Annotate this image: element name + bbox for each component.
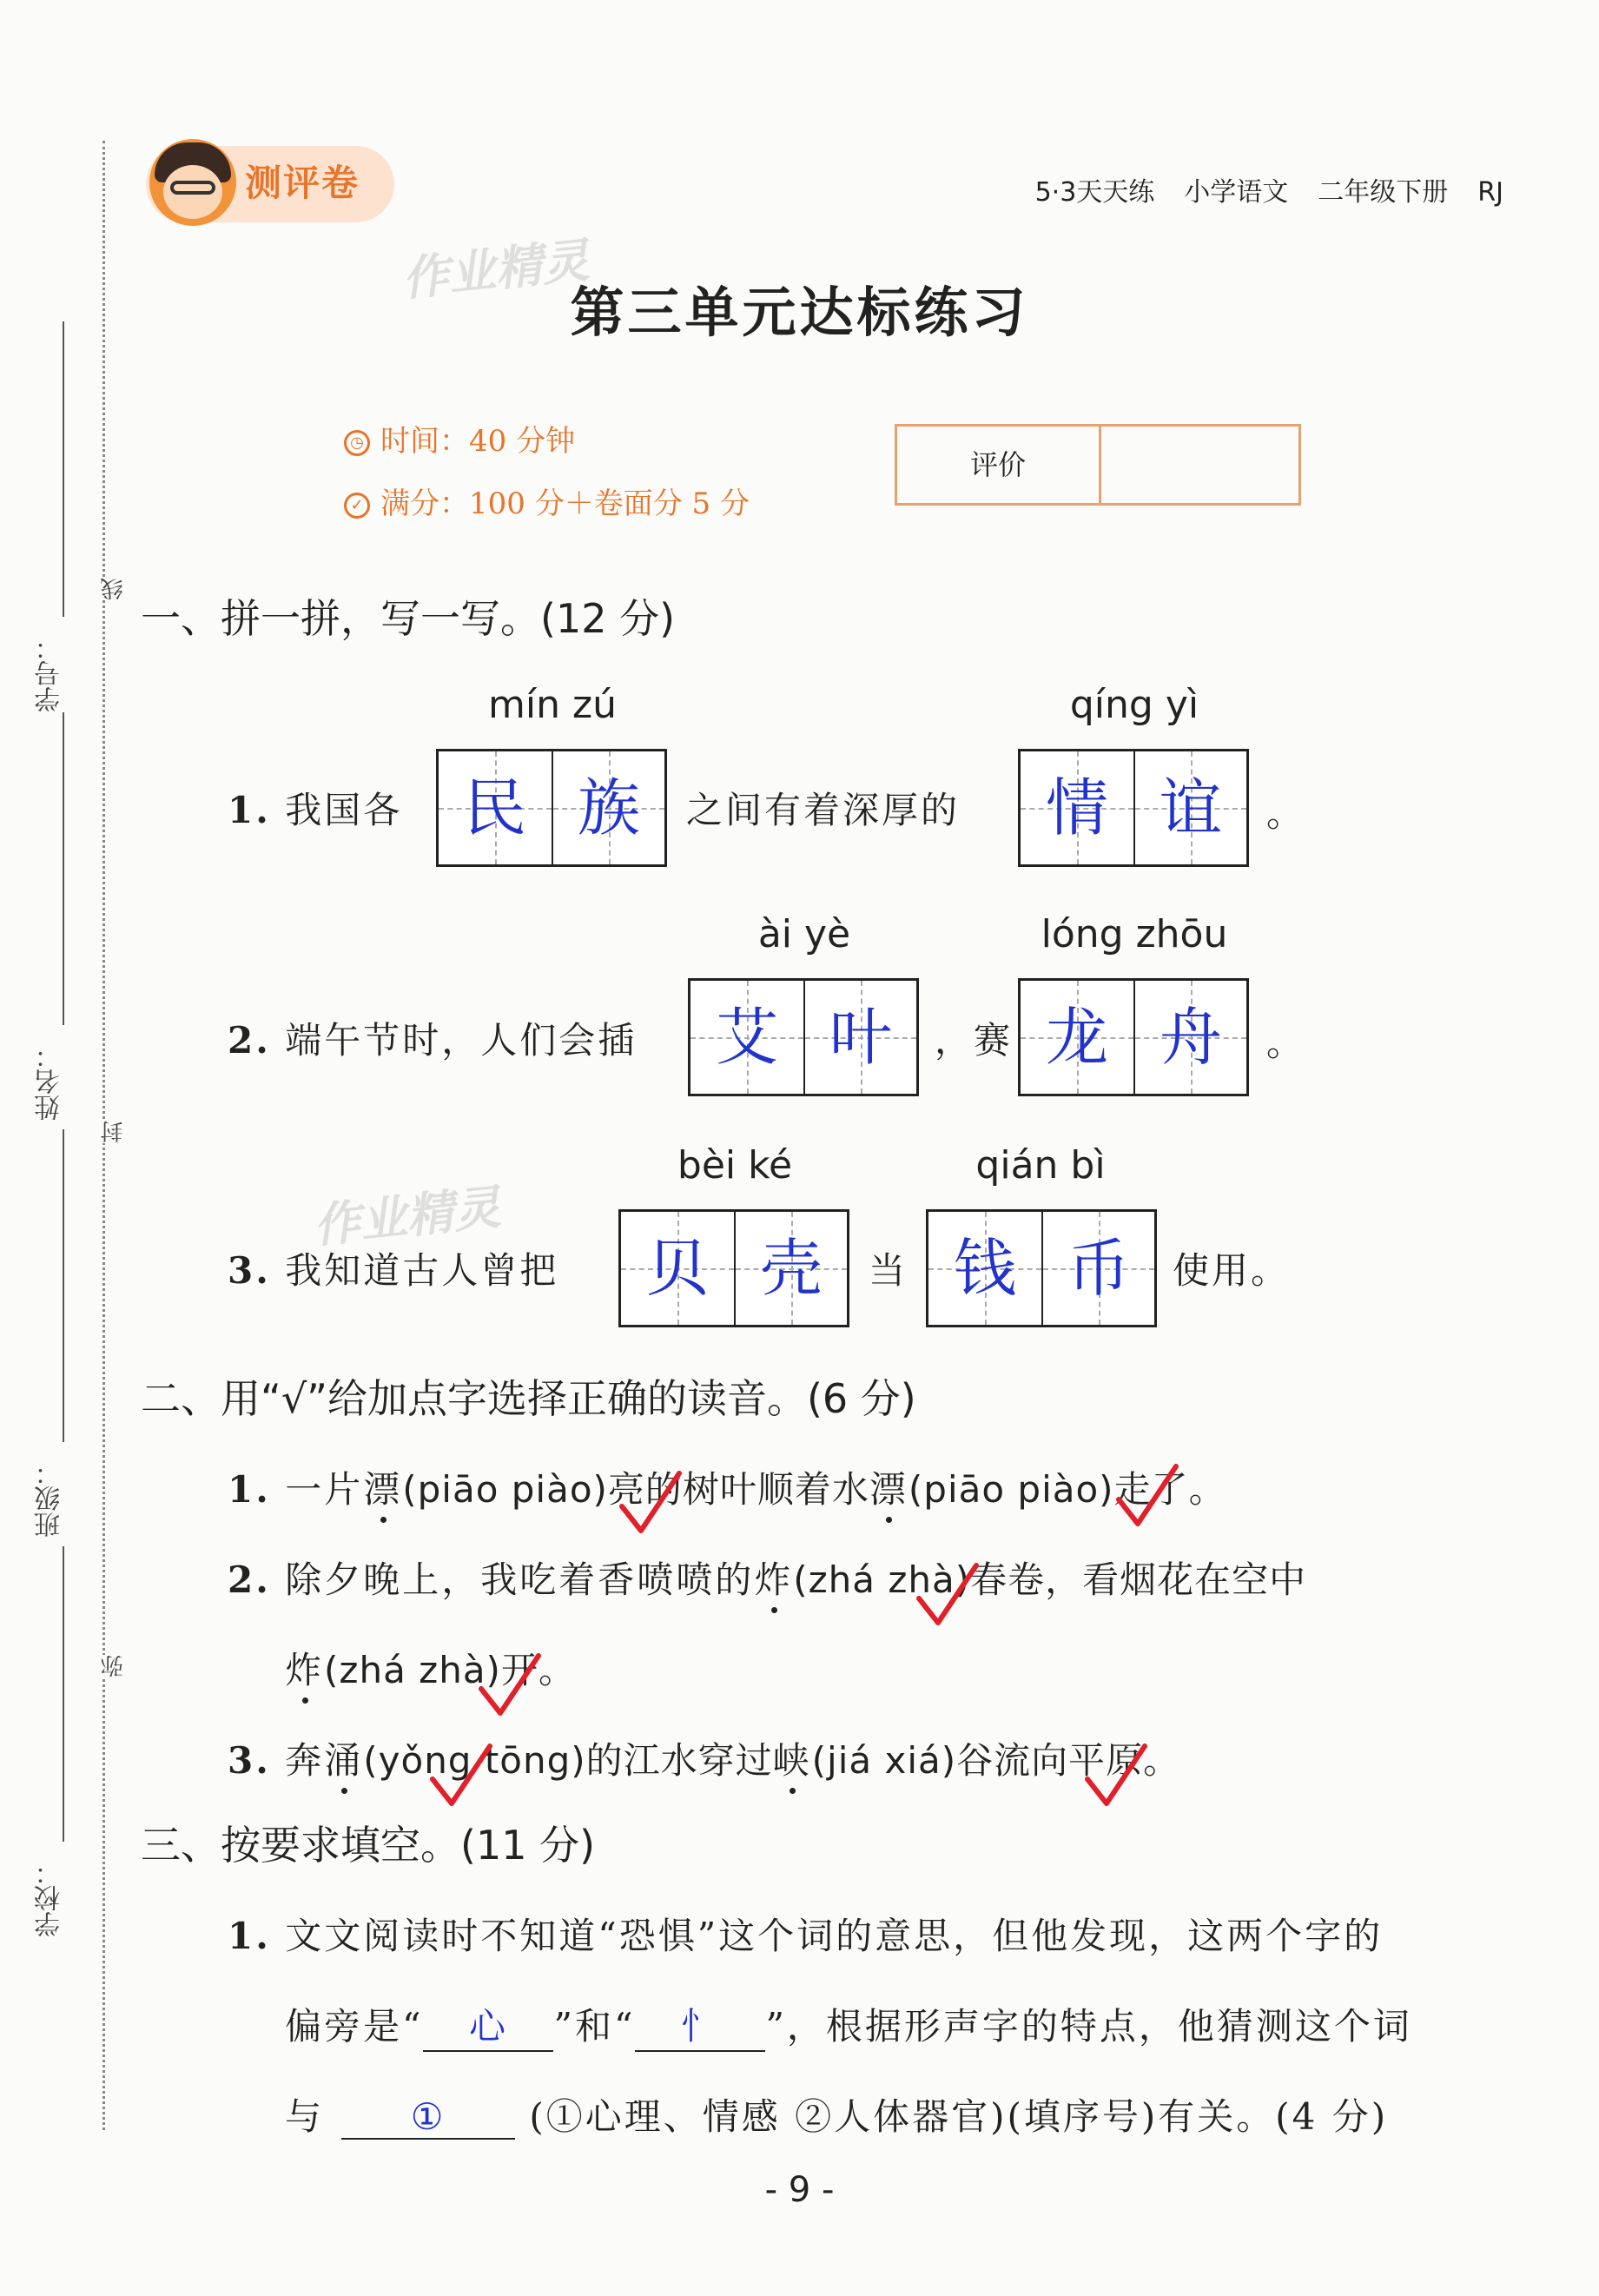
section2-heading: 二、用“√”给加点字选择正确的读音。(6 分)	[141, 1375, 916, 1422]
binding-mark-line: 线	[97, 578, 129, 600]
answer-grid[interactable]	[436, 749, 667, 867]
badge-label: 测评卷	[245, 162, 360, 204]
series-name: 5·3天天练	[1034, 177, 1155, 208]
check-mark-icon	[427, 1741, 497, 1810]
check-mark-icon	[1082, 1741, 1152, 1810]
question-text: 。	[1266, 792, 1306, 835]
pinyin: bèi ké	[677, 1143, 793, 1188]
pinyin: qián bì	[975, 1143, 1106, 1188]
edition-name: RJ	[1477, 177, 1503, 208]
section3-heading: 三、按要求填空。(11 分)	[141, 1822, 596, 1869]
answer-blank[interactable]: 忄	[635, 1998, 765, 2052]
answer-blank[interactable]: 心	[423, 1998, 553, 2052]
answer-char: 情	[1021, 751, 1133, 864]
question-text: 。	[1266, 1022, 1306, 1064]
question-line: 2. 除夕晚上，我吃着香喷喷的炸(zhá zhà)春卷，看烟花在空中	[228, 1558, 1307, 1601]
answer-char: 谊	[1133, 751, 1246, 864]
question-text: 之间有着深厚的	[686, 789, 961, 831]
answer-char: 民	[439, 751, 552, 864]
pinyin: qíng yì	[1069, 683, 1199, 727]
question-text: 1. 我国各	[228, 789, 403, 831]
page-number: - 9 -	[764, 2170, 835, 2210]
question-line: 1. 文文阅读时不知道“恐惧”这个词的意思，但他发现，这两个字的	[228, 1915, 1384, 1957]
pinyin: ài yè	[757, 912, 851, 956]
pinyin: mín zú	[488, 683, 617, 727]
student-id-field[interactable]	[63, 321, 64, 617]
page-title: 第三单元达标练习	[570, 281, 1029, 344]
watermark: 作业精灵	[399, 232, 592, 308]
answer-grid[interactable]	[1018, 978, 1249, 1096]
section1-heading: 一、拼一拼，写一写。(12 分)	[141, 595, 676, 642]
answer-grid[interactable]	[618, 1209, 849, 1327]
question-text: 2. 端午节时，人们会插	[228, 1019, 638, 1062]
binding-mark-seal: 封	[97, 1121, 129, 1143]
question-line: 1. 一片漂(piāo piào)亮的树叶顺着水漂(piāo piào)走了。	[228, 1468, 1226, 1511]
evaluation-box	[895, 424, 1301, 506]
book-info	[1006, 170, 1503, 208]
time-limit: ◷ 时间：40 分钟	[344, 417, 575, 460]
question-text: 使用。	[1173, 1249, 1291, 1292]
check-circle-icon: ✓	[344, 493, 370, 519]
full-score: ✓ 满分：100 分＋卷面分 5 分	[344, 480, 750, 522]
answer-blank[interactable]: ①	[341, 2095, 515, 2140]
check-mark-icon	[617, 1468, 686, 1538]
class-field[interactable]	[63, 1129, 64, 1442]
answer-char: 艾	[690, 981, 803, 1094]
class-label: 班级：	[35, 1459, 65, 1538]
school-field[interactable]	[63, 1546, 64, 1842]
mascot-icon	[149, 139, 236, 226]
binding-mark-bind: 弥	[97, 1655, 129, 1677]
answer-grid[interactable]	[1018, 749, 1249, 867]
question-line: 炸(zhá zhà)开。	[285, 1649, 576, 1691]
grade-name: 二年级下册	[1318, 177, 1449, 208]
answer-char: 贝	[621, 1212, 734, 1325]
watermark: 作业精灵	[310, 1179, 504, 1254]
answer-char: 壳	[734, 1212, 847, 1325]
pinyin: lóng zhōu	[1041, 912, 1228, 956]
check-mark-icon	[476, 1651, 545, 1720]
question-text: ，赛	[935, 1019, 1014, 1062]
question-text: 当	[869, 1249, 909, 1292]
name-label: 姓名：	[35, 1042, 65, 1121]
evaluation-label: 评价	[897, 427, 1101, 503]
question-line: 与 ① (①心理、情感 ②人体器官)(填序号)有关。(4 分)	[285, 2095, 1389, 2138]
question-line: 偏旁是“ 心 ”和“ 忄 ”，根据形声字的特点，他猜测这个词	[285, 1998, 1412, 2052]
clock-icon: ◷	[344, 430, 370, 456]
school-label: 学校：	[35, 1859, 65, 1937]
question-text: 3. 我知道古人曾把	[228, 1249, 559, 1292]
check-mark-icon	[1113, 1461, 1183, 1531]
answer-char: 舟	[1133, 981, 1246, 1094]
answer-grid[interactable]	[688, 978, 919, 1096]
question-line: 3. 奔涌(yǒng tōng)的江水穿过峡(jiá xiá)谷流向平原。	[228, 1739, 1181, 1782]
answer-char: 钱	[928, 1212, 1041, 1325]
evaluation-field[interactable]	[1101, 427, 1298, 503]
name-field[interactable]	[63, 712, 64, 1025]
answer-char: 族	[552, 751, 664, 864]
answer-char: 龙	[1021, 981, 1133, 1094]
answer-char: 币	[1041, 1212, 1154, 1325]
answer-grid[interactable]	[926, 1209, 1157, 1327]
student-id-label: 学号：	[35, 634, 65, 712]
check-mark-icon	[914, 1560, 983, 1630]
subject-name: 小学语文	[1184, 177, 1289, 208]
answer-char: 叶	[803, 981, 916, 1094]
